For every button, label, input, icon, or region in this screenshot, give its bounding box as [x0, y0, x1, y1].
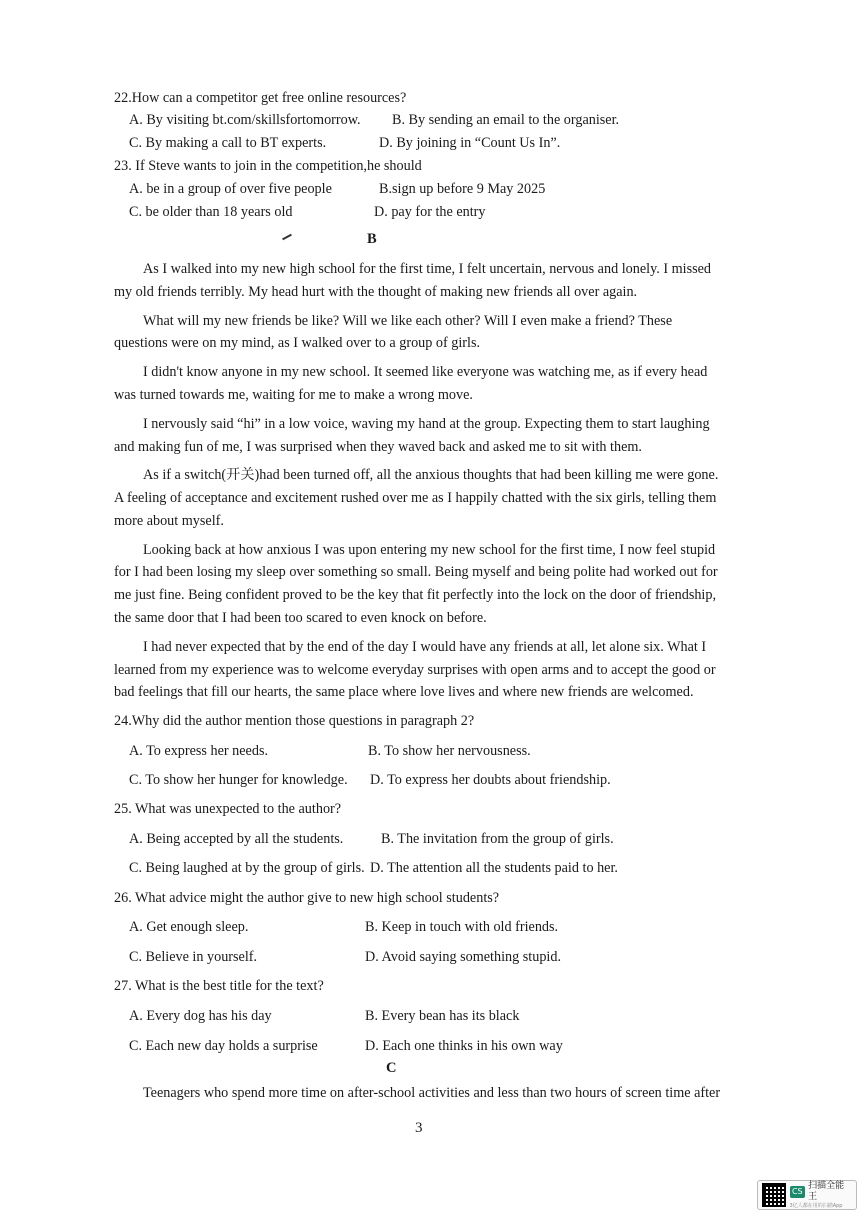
q26-stem: 26. What advice might the author give to new high school students? — [114, 890, 500, 906]
q25-option-c: C. Being laughed at by the group of girls. — [129, 860, 365, 876]
q26-option-a: A. Get enough sleep. — [129, 919, 249, 935]
q24-stem: 24.Why did the author mention those questions in paragraph 2? — [114, 713, 475, 729]
q22-stem: 22.How can a competitor get free online resources? — [114, 90, 407, 106]
q23-option-b: B.sign up before 9 May 2025 — [379, 181, 546, 197]
q23-stem: 23. If Steve wants to join in the competition,he should — [114, 158, 422, 174]
scanner-watermark — [757, 1180, 857, 1210]
passage-c-line: Teenagers who spend more time on after-school activities and less than two hours of screen time after — [143, 1085, 721, 1101]
passage-b-line: me just fine. Being confident proved to be the key that fit perfectly into the lock on the door of friendship, — [114, 587, 717, 603]
scanner-app-name: 扫描全能王 — [808, 1180, 845, 1202]
passage-b-line: and making fun of me, I was surprised when they waved back and asked me to sit with them. — [114, 439, 642, 455]
passage-b-line: my old friends terribly. My head hurt with the thought of making new friends all over again. — [114, 284, 638, 300]
q23-option-a: A. be in a group of over five people — [129, 181, 332, 197]
q25-option-b: B. The invitation from the group of girls. — [381, 831, 614, 847]
section-c-heading: C — [386, 1060, 397, 1076]
passage-b-line: for I had been losing my sleep over something so small. Being myself and being polite had worked out for — [114, 564, 718, 580]
q27-option-a: A. Every dog has his day — [129, 1008, 272, 1024]
passage-b-line: I didn't know anyone in my new school. It seemed like everyone was watching me, as if every head — [143, 364, 708, 380]
passage-b-line: I nervously said “hi” in a low voice, waving my hand at the group. Expecting them to start laughing — [143, 416, 710, 432]
passage-b-line: I had never expected that by the end of the day I would have any friends at all, let alone six. What I — [143, 639, 707, 655]
q22-option-c: C. By making a call to BT experts. — [129, 135, 327, 151]
q23-option-d: D. pay for the entry — [374, 204, 486, 220]
q22-option-a: A. By visiting bt.com/skillsfortomorrow. — [129, 112, 361, 128]
passage-b-line: A feeling of acceptance and excitement rushed over me as I happily chatted with the six girls, telling them — [114, 490, 717, 506]
scanner-tagline: 3亿人都在用的扫描App — [789, 1202, 843, 1209]
q22-option-d: D. By joining in “Count Us In”. — [379, 135, 561, 151]
passage-b-line: As if a switch(开关)had been turned off, all the anxious thoughts that had been killing me were gone. — [143, 467, 719, 483]
q25-option-a: A. Being accepted by all the students. — [129, 831, 344, 847]
q26-option-d: D. Avoid saying something stupid. — [365, 949, 561, 965]
q24-option-b: B. To show her nervousness. — [368, 743, 531, 759]
q25-stem: 25. What was unexpected to the author? — [114, 801, 342, 817]
passage-b-line: more about myself. — [114, 513, 224, 529]
q26-option-b: B. Keep in touch with old friends. — [365, 919, 559, 935]
q27-option-d: D. Each one thinks in his own way — [365, 1038, 563, 1054]
q26-option-c: C. Believe in yourself. — [129, 949, 258, 965]
q27-stem: 27. What is the best title for the text? — [114, 978, 324, 994]
passage-b-line: the same door that I had been too scared to even knock on before. — [114, 610, 487, 626]
passage-b-line: learned from my experience was to welcome everyday surprises with open arms and to accept the good or — [114, 662, 716, 678]
pen-mark — [282, 234, 292, 240]
q27-option-b: B. Every bean has its black — [365, 1008, 520, 1024]
q24-option-d: D. To express her doubts about friendship. — [370, 772, 611, 788]
q23-option-c: C. be older than 18 years old — [129, 204, 293, 220]
page-number: 3 — [415, 1120, 423, 1136]
qr-code-icon — [762, 1183, 786, 1207]
q25-option-d: D. The attention all the students paid to her. — [370, 860, 618, 876]
section-b-heading: B — [367, 231, 377, 247]
passage-b-line: As I walked into my new high school for the first time, I felt uncertain, nervous and lonely. I missed — [143, 261, 712, 277]
passage-b-line: questions were on my mind, as I walked over to a group of girls. — [114, 335, 481, 351]
q22-option-b: B. By sending an email to the organiser. — [392, 112, 620, 128]
passage-b-line: was turned towards me, waiting for me to make a wrong move. — [114, 387, 473, 403]
q27-option-c: C. Each new day holds a surprise — [129, 1038, 318, 1054]
passage-b-line: Looking back at how anxious I was upon entering my new school for the first time, I now feel stupid — [143, 542, 716, 558]
cs-logo-icon: CS — [790, 1186, 806, 1198]
q24-option-a: A. To express her needs. — [129, 743, 269, 759]
passage-b-line: What will my new friends be like? Will we like each other? Will I even make a friend? These — [143, 313, 673, 329]
passage-b-line: bad feelings that fill our hearts, the same place where love lives and where new friends are welcomed. — [114, 684, 694, 700]
q24-option-c: C. To show her hunger for knowledge. — [129, 772, 348, 788]
